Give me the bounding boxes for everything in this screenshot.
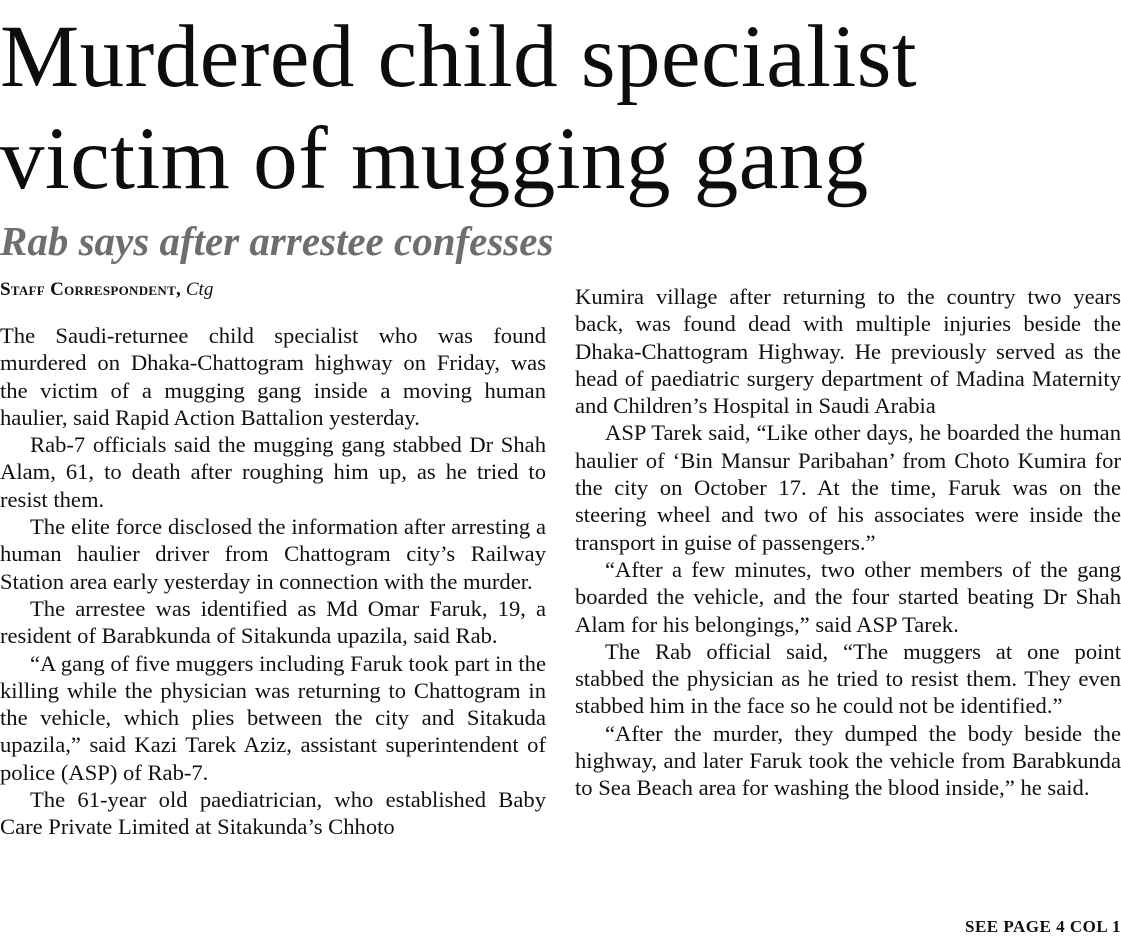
article-paragraph: “After a few minutes, two other members of the gang boarded the vehicle, and the four started beating Dr Shah Alam for his belongings,” said ASP Tarek. bbox=[575, 556, 1121, 637]
headline bbox=[0, 6, 1121, 210]
article-paragraph: The elite force disclosed the information after arresting a human haulier driver from Chattogram city’s Railway Station area early yesterday in connection with the murder. bbox=[0, 514, 546, 594]
article-paragraph: The arrestee was identified as Md Omar Faruk, 19, a resident of Barabkunda of Sitakunda upazila, said Rab. bbox=[0, 595, 546, 649]
article-paragraph: ASP Tarek said, “Like other days, he boarded the human haulier of ‘Bin Mansur Paribahan’ from Choto Kumira for the city on October 17. At the time, Faruk was on the steering wheel and two of his associates were inside the transport in guise of passengers.” bbox=[575, 420, 1121, 555]
headline-line-1: Murdered child specialist bbox=[0, 8, 918, 106]
byline-name: Staff Correspondent, bbox=[0, 279, 182, 300]
article-paragraph: “After the murder, they dumped the body beside the highway, and later Faruk took the vehicle from Barabkunda to Sea Beach area for washing the blood inside,” he said. bbox=[575, 720, 1121, 801]
subheadline: Rab says after arrestee confesses bbox=[0, 218, 554, 264]
headline-line-2: victim of mugging gang bbox=[0, 110, 869, 208]
article-paragraph: Rab-7 officials said the mugging gang stabbed Dr Shah Alam, 61, to death after roughing him up, as he tried to resist them. bbox=[0, 432, 546, 512]
continuation-note: SEE PAGE 4 COL 1 bbox=[965, 917, 1121, 936]
article-paragraph: “A gang of five muggers including Faruk took part in the killing while the physician was returning to Chattogram in the vehicle, which plies between the city and Sitakuda upazila,” said Kazi Tarek Aziz, assistant superintendent of police (ASP) of Rab-7. bbox=[0, 650, 546, 785]
article-paragraph: The Saudi-returnee child specialist who was found murdered on Dhaka-Chattogram highway on Friday, was the victim of a mugging gang inside a moving human haulier, said Rapid Action Battalion yesterday. bbox=[0, 323, 546, 430]
byline bbox=[0, 279, 213, 301]
article-column-left bbox=[0, 322, 546, 841]
article-paragraph: Kumira village after returning to the country two years back, was found dead with multiple injuries beside the Dhaka-Chattogram Highway. He previously served as the head of paediatric surgery department of Madina Maternity and Children’s Hospital in Saudi Arabia bbox=[575, 284, 1121, 419]
byline-location: Ctg bbox=[185, 279, 214, 300]
article-paragraph: The 61-year old paediatrician, who established Baby Care Private Limited at Sitakunda’s Chhoto bbox=[0, 787, 546, 840]
article-paragraph: The Rab official said, “The muggers at one point stabbed the physician as he tried to resist them. They even stabbed him in the face so he could not be identified.” bbox=[575, 638, 1121, 719]
article-column-right bbox=[575, 283, 1121, 802]
